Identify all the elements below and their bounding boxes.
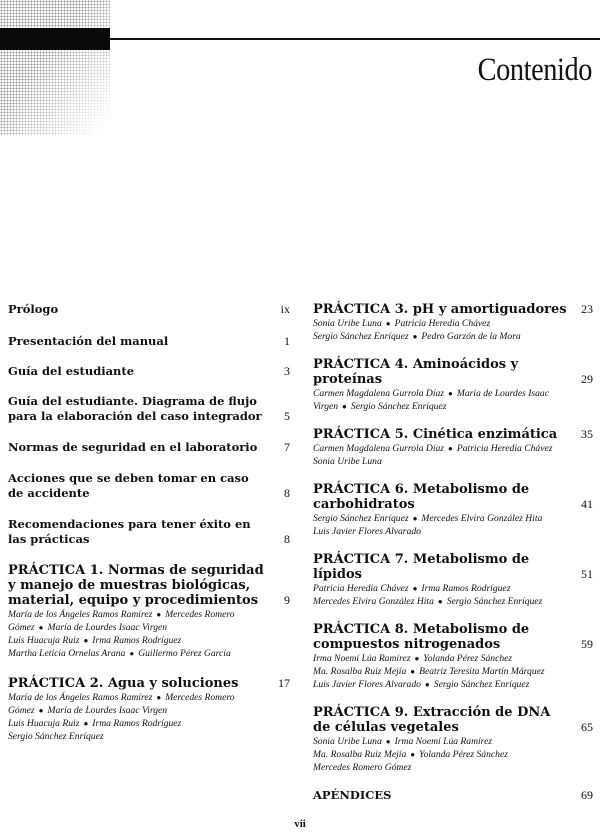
author: Sergio Sánchez Enríquez bbox=[313, 513, 409, 524]
toc-entry-head bbox=[8, 517, 290, 547]
author: María de los Ángeles Ramos Ramírez bbox=[8, 609, 153, 620]
separator-bullet: ● bbox=[83, 719, 89, 728]
toc-entry-title: PRÁCTICA 7. Metabolismo de lípidos bbox=[313, 552, 530, 582]
toc-entry-page: 8 bbox=[284, 532, 290, 546]
toc-entry-page: 3 bbox=[284, 364, 290, 378]
toc-entry-title: PRÁCTICA 9. Extracción de DNA de células vegetales bbox=[313, 705, 551, 735]
author: Martha Leticia Ornelas Arana bbox=[8, 648, 126, 659]
toc-entry-title: Recomendaciones para tener éxito en las prácticas bbox=[8, 517, 251, 546]
author: Mercedes Romero Gómez bbox=[8, 609, 235, 633]
author: Patricia Heredia Chávez bbox=[313, 583, 409, 594]
toc-entry-practica-1[interactable] bbox=[8, 563, 290, 660]
author: Sergio Sánchez Enríquez bbox=[313, 331, 409, 342]
toc-entry-title: PRÁCTICA 5. Cinética enzimática bbox=[313, 427, 558, 442]
toc-entry-practica-8[interactable] bbox=[313, 622, 593, 691]
separator-bullet: ● bbox=[412, 584, 418, 593]
separator-bullet: ● bbox=[38, 706, 44, 715]
author: Mercedes Romero Gómez bbox=[313, 762, 412, 773]
author: Carmen Magdalena Gurrola Díaz bbox=[313, 388, 445, 399]
separator-bullet: ● bbox=[156, 610, 162, 619]
separator-bullet: ● bbox=[414, 654, 420, 663]
author: Mercedes Elvira González Hita bbox=[313, 596, 434, 607]
author: María de Lourdes Isaac Virgen bbox=[47, 705, 168, 716]
author: Sonia Uribe Luna bbox=[313, 318, 382, 329]
toc-entry-head bbox=[313, 302, 593, 317]
toc-entry-page: 9 bbox=[284, 593, 290, 607]
separator-bullet: ● bbox=[129, 649, 135, 658]
toc-entry-page: 1 bbox=[284, 334, 290, 348]
toc-entry-page: 35 bbox=[581, 427, 593, 441]
author: Pedro Garzón de la Mora bbox=[421, 331, 521, 342]
author: Irma Noemí Lúa Ramírez bbox=[313, 653, 411, 664]
toc-entry-page: 69 bbox=[581, 788, 593, 802]
toc-entry[interactable] bbox=[8, 471, 290, 501]
author: Ma. Rosalba Ruiz Mejía bbox=[313, 749, 407, 760]
author: María de los Ángeles Ramos Ramírez bbox=[8, 692, 153, 703]
toc-entry-authors bbox=[313, 652, 593, 691]
toc-entry-title: PRÁCTICA 8. Metabolismo de compuestos nitrogenados bbox=[313, 622, 530, 652]
author: Sergio Sánchez Enríquez bbox=[433, 679, 530, 690]
toc-entry-head bbox=[8, 334, 290, 349]
author: Yolanda Pérez Sánchez bbox=[419, 749, 508, 760]
toc-entry-page: 7 bbox=[284, 440, 290, 454]
toc-entry-title: APÉNDICES bbox=[313, 788, 392, 802]
toc-entry-practica-3[interactable] bbox=[313, 302, 593, 343]
author: Sergio Sánchez Enríquez bbox=[350, 401, 447, 412]
separator-bullet: ● bbox=[437, 597, 443, 606]
author: Sonia Uribe Luna bbox=[313, 736, 382, 747]
toc-entry-head bbox=[313, 482, 593, 512]
toc-entry-page: 41 bbox=[581, 497, 593, 511]
toc-entry[interactable] bbox=[8, 440, 290, 455]
toc-entry-authors bbox=[313, 582, 593, 608]
author: Beatriz Teresita Martín Márquez bbox=[419, 666, 545, 677]
separator-bullet: ● bbox=[156, 693, 162, 702]
toc-entry-head bbox=[313, 357, 593, 387]
toc-entry-head bbox=[313, 705, 593, 735]
author: Patricia Heredia Chávez bbox=[456, 443, 553, 454]
toc-entry-head bbox=[313, 788, 593, 803]
toc-entry-title: PRÁCTICA 3. pH y amortiguadores bbox=[313, 302, 567, 317]
separator-bullet: ● bbox=[424, 680, 430, 689]
author: Mercedes Romero Gómez bbox=[8, 692, 235, 716]
toc-entry-head bbox=[8, 563, 290, 608]
separator-bullet: ● bbox=[448, 444, 453, 453]
separator-bullet: ● bbox=[83, 636, 89, 645]
toc-entry[interactable] bbox=[8, 394, 290, 424]
separator-bullet: ● bbox=[412, 514, 418, 523]
toc-entry-practica-5[interactable] bbox=[313, 427, 593, 468]
toc-entry-page: 51 bbox=[581, 567, 593, 581]
separator-bullet: ● bbox=[342, 402, 347, 411]
toc-entry-practica-7[interactable] bbox=[313, 552, 593, 608]
author: Mercedes Elvira González Hita bbox=[421, 513, 543, 524]
toc-entry-authors bbox=[8, 691, 290, 743]
author: Sergio Sánchez Enríquez bbox=[446, 596, 543, 607]
toc-entry-authors bbox=[313, 512, 593, 538]
separator-bullet: ● bbox=[385, 319, 391, 328]
toc-entry-page: 8 bbox=[284, 486, 290, 500]
toc-entry[interactable] bbox=[8, 302, 290, 317]
toc-entry-title: Prólogo bbox=[8, 302, 59, 316]
toc-entry-page: 65 bbox=[581, 720, 593, 734]
page-title: Contenido bbox=[477, 52, 592, 88]
toc-entry-head bbox=[8, 302, 290, 317]
toc-entry-title: Acciones que se deben tomar en caso de accidente bbox=[8, 471, 249, 500]
toc-entry-page: 17 bbox=[278, 676, 290, 690]
toc-entry-head bbox=[313, 552, 593, 582]
toc-entry-head bbox=[313, 622, 593, 652]
toc-entry-page: ix bbox=[280, 302, 290, 316]
author: Guillermo Pérez García bbox=[138, 648, 231, 659]
toc-entry-page: 29 bbox=[581, 372, 593, 386]
header-bar bbox=[0, 28, 110, 50]
author: Irma Ramos Rodríguez bbox=[421, 583, 511, 594]
toc-entry-authors bbox=[8, 608, 290, 660]
toc-entry-head bbox=[8, 471, 290, 501]
toc-entry-page: 5 bbox=[284, 409, 290, 423]
toc-entry-authors bbox=[313, 387, 593, 413]
toc-entry-title: PRÁCTICA 2. Agua y soluciones bbox=[8, 676, 239, 691]
author: Ma. Rosalba Ruiz Mejía bbox=[313, 666, 407, 677]
page-number: vii bbox=[294, 818, 306, 830]
toc-entry-head bbox=[8, 676, 290, 691]
toc-entry-practica-6[interactable] bbox=[313, 482, 593, 538]
separator-bullet: ● bbox=[38, 623, 44, 632]
author: Sonia Uribe Luna bbox=[313, 456, 382, 467]
separator-bullet: ● bbox=[412, 332, 418, 341]
separator-bullet: ● bbox=[385, 737, 391, 746]
author: Irma Noemí Lúa Ramírez bbox=[394, 736, 493, 747]
toc-entry-title: Guía del estudiante. Diagrama de flujo para la elaboración del caso integrador bbox=[8, 394, 262, 423]
toc-entry-head bbox=[313, 427, 593, 442]
separator-bullet: ● bbox=[410, 750, 416, 759]
author: María de Lourdes Isaac Virgen bbox=[313, 388, 549, 412]
author: Luis Huacuja Ruiz bbox=[8, 718, 80, 729]
toc-entry-head bbox=[8, 364, 290, 379]
toc-entry-authors bbox=[313, 442, 593, 468]
toc-entry-title: PRÁCTICA 4. Aminoácidos y proteínas bbox=[313, 357, 519, 387]
toc-entry[interactable] bbox=[8, 517, 290, 547]
author: María de Lourdes Isaac Virgen bbox=[47, 622, 168, 633]
separator-bullet: ● bbox=[448, 389, 453, 398]
toc-entry-authors bbox=[313, 735, 593, 774]
toc-entry-practica-4[interactable] bbox=[313, 357, 593, 413]
toc-entry-title: PRÁCTICA 6. Metabolismo de carbohidratos bbox=[313, 482, 530, 512]
author: Carmen Magdalena Gurrola Díaz bbox=[313, 443, 445, 454]
toc-entry-title: PRÁCTICA 1. Normas de seguridad y manejo de muestras biológicas, material, equipo y procedimientos bbox=[8, 563, 264, 608]
toc-entry[interactable] bbox=[8, 364, 290, 379]
author: Sergio Sánchez Enríquez bbox=[8, 731, 104, 742]
toc-entry-practica-9[interactable] bbox=[313, 705, 593, 774]
toc-entry-authors bbox=[313, 317, 593, 343]
toc-entry-title: Guía del estudiante bbox=[8, 364, 135, 378]
separator-bullet: ● bbox=[410, 667, 416, 676]
author: Irma Ramos Rodríguez bbox=[92, 718, 182, 729]
toc-entry-practica-2[interactable] bbox=[8, 676, 290, 743]
halftone-pattern bbox=[0, 0, 110, 135]
toc-entry-head bbox=[8, 440, 290, 455]
author: Yolanda Pérez Sánchez bbox=[423, 653, 513, 664]
author: Patricia Heredia Chávez bbox=[394, 318, 491, 329]
toc-entry-page: 23 bbox=[581, 302, 593, 316]
header-rule bbox=[110, 38, 600, 40]
toc-entry-apendices[interactable] bbox=[313, 788, 593, 803]
author: Irma Ramos Rodríguez bbox=[92, 635, 182, 646]
toc-right-column bbox=[313, 302, 593, 803]
author: Luis Javier Flores Alvarado bbox=[313, 526, 421, 537]
author: Luis Javier Flores Alvarado bbox=[313, 679, 421, 690]
toc-entry-title: Normas de seguridad en el laboratorio bbox=[8, 440, 258, 454]
toc-left-column bbox=[8, 302, 290, 743]
toc-entry-head bbox=[8, 394, 290, 424]
author: Luis Huacuja Ruiz bbox=[8, 635, 80, 646]
toc-entry-title: Presentación del manual bbox=[8, 334, 169, 348]
toc-entry-page: 59 bbox=[581, 637, 593, 651]
toc-entry[interactable] bbox=[8, 334, 290, 349]
